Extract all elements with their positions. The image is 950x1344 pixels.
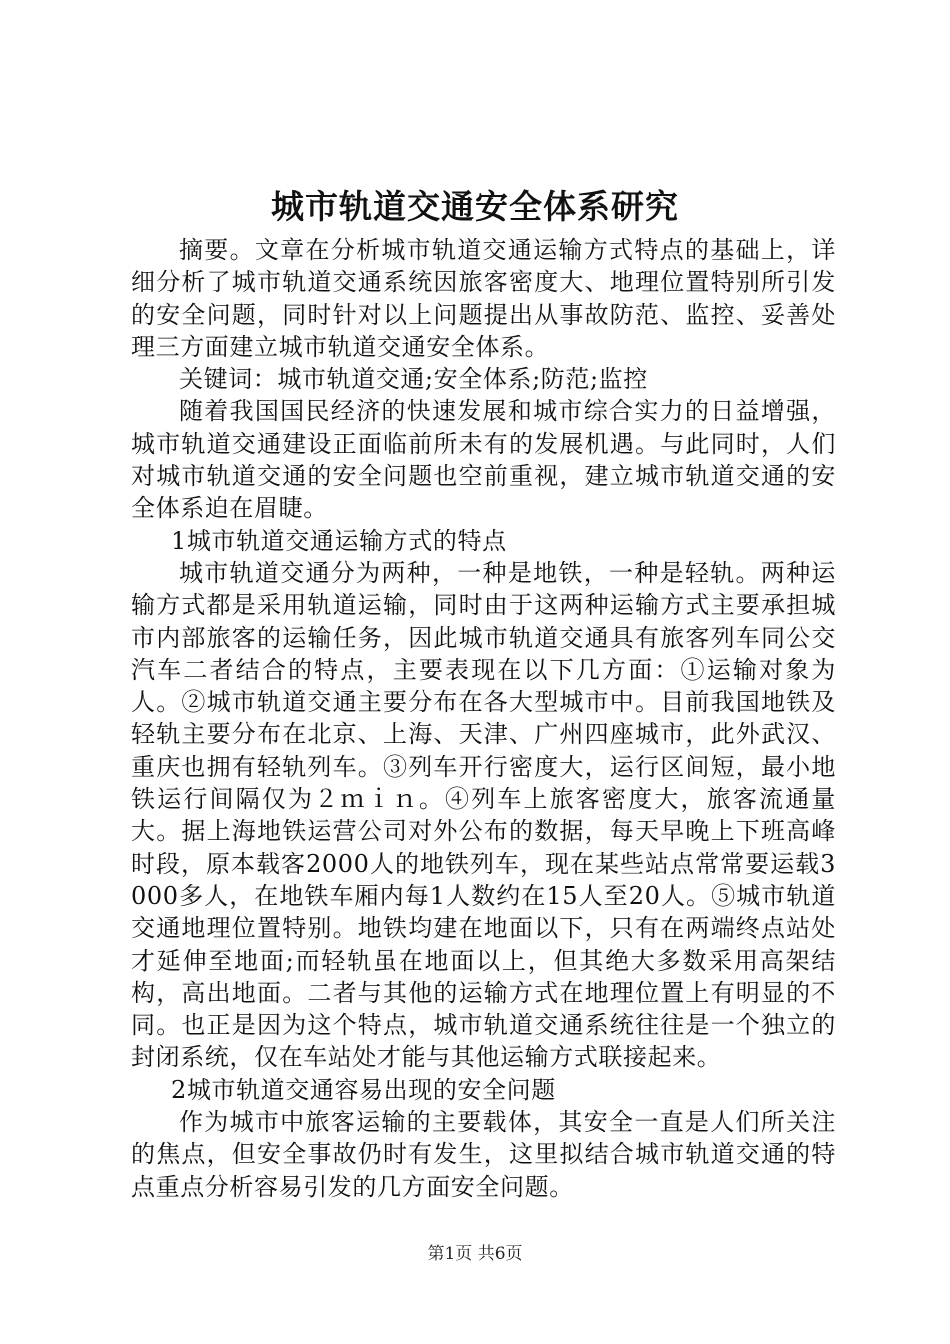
section-2-paragraph: 作为城市中旅客运输的主要载体，其安全一直是人们所关注的焦点，但安全事故仍时有发生，这里拟结合城市轨道交通的特点重点分析容易引发的几方面安全问题。 xyxy=(131,1108,836,1201)
abstract-paragraph: 摘要。文章在分析城市轨道交通运输方式特点的基础上，详细分析了城市轨道交通系统因旅客密度大、地理位置特别所引发的安全问题，同时针对以上问题提出从事故防范、监控、妥善处理三方面建立城市轨道交通安全体系。 xyxy=(131,236,836,361)
section-1-heading: 1城市轨道交通运输方式的特点 xyxy=(171,526,507,555)
page-number-footer: 第1页 共6页 xyxy=(427,1244,523,1264)
keywords-line: 关键词：城市轨道交通;安全体系;防范;监控 xyxy=(179,365,648,394)
intro-paragraph: 随着我国国民经济的快速发展和城市综合实力的日益增强，城市轨道交通建设正面临前所未有的发展机遇。与此同时，人们对城市轨道交通的安全问题也空前重视，建立城市轨道交通的安全体系迫在眉睫。 xyxy=(131,397,836,523)
section-2-heading: 2城市轨道交通容易出现的安全问题 xyxy=(171,1075,556,1104)
document-body xyxy=(131,234,836,1203)
document-title: 城市轨道交通安全体系研究 xyxy=(271,187,679,226)
section-1-paragraph: 城市轨道交通分为两种，一种是地铁，一种是轻轨。两种运输方式都是采用轨道运输，同时由于这两种运输方式主要承担城市内部旅客的运输任务，因此城市轨道交通具有旅客列车同公交汽车二者结合的特点，主要表现在以下几方面：①运输对象为人。②城市轨道交通主要分布在各大型城市中。目前我国地铁及轻轨主要分布在北京、上海、天津、广州四座城市，此外武汉、重庆也拥有轻轨列车。③列车开行密度大，运行区间短，最小地铁运行间隔仅为２ｍｉｎ。④列车上旅客密度大，旅客流通量大。据上海地铁运营公司对外公布的数据，每天早晚上下班高峰时段，原本载客2000人的地铁列车，现在某些站点常常要运载3000多人，在地铁车厢内每1人数约在15人至20人。⑤城市轨道交通地理位置特别。地铁均建在地面以下，只有在两端终点站处才延伸至地面;而轻轨虽在地面以上，但其绝大多数采用高架结构，高出地面。二者与其他的运输方式在地理位置上有明显的不同。也正是因为这个特点，城市轨道交通系统往往是一个独立的封闭系统，仅在车站处才能与其他运输方式联接起来。 xyxy=(131,558,836,1072)
